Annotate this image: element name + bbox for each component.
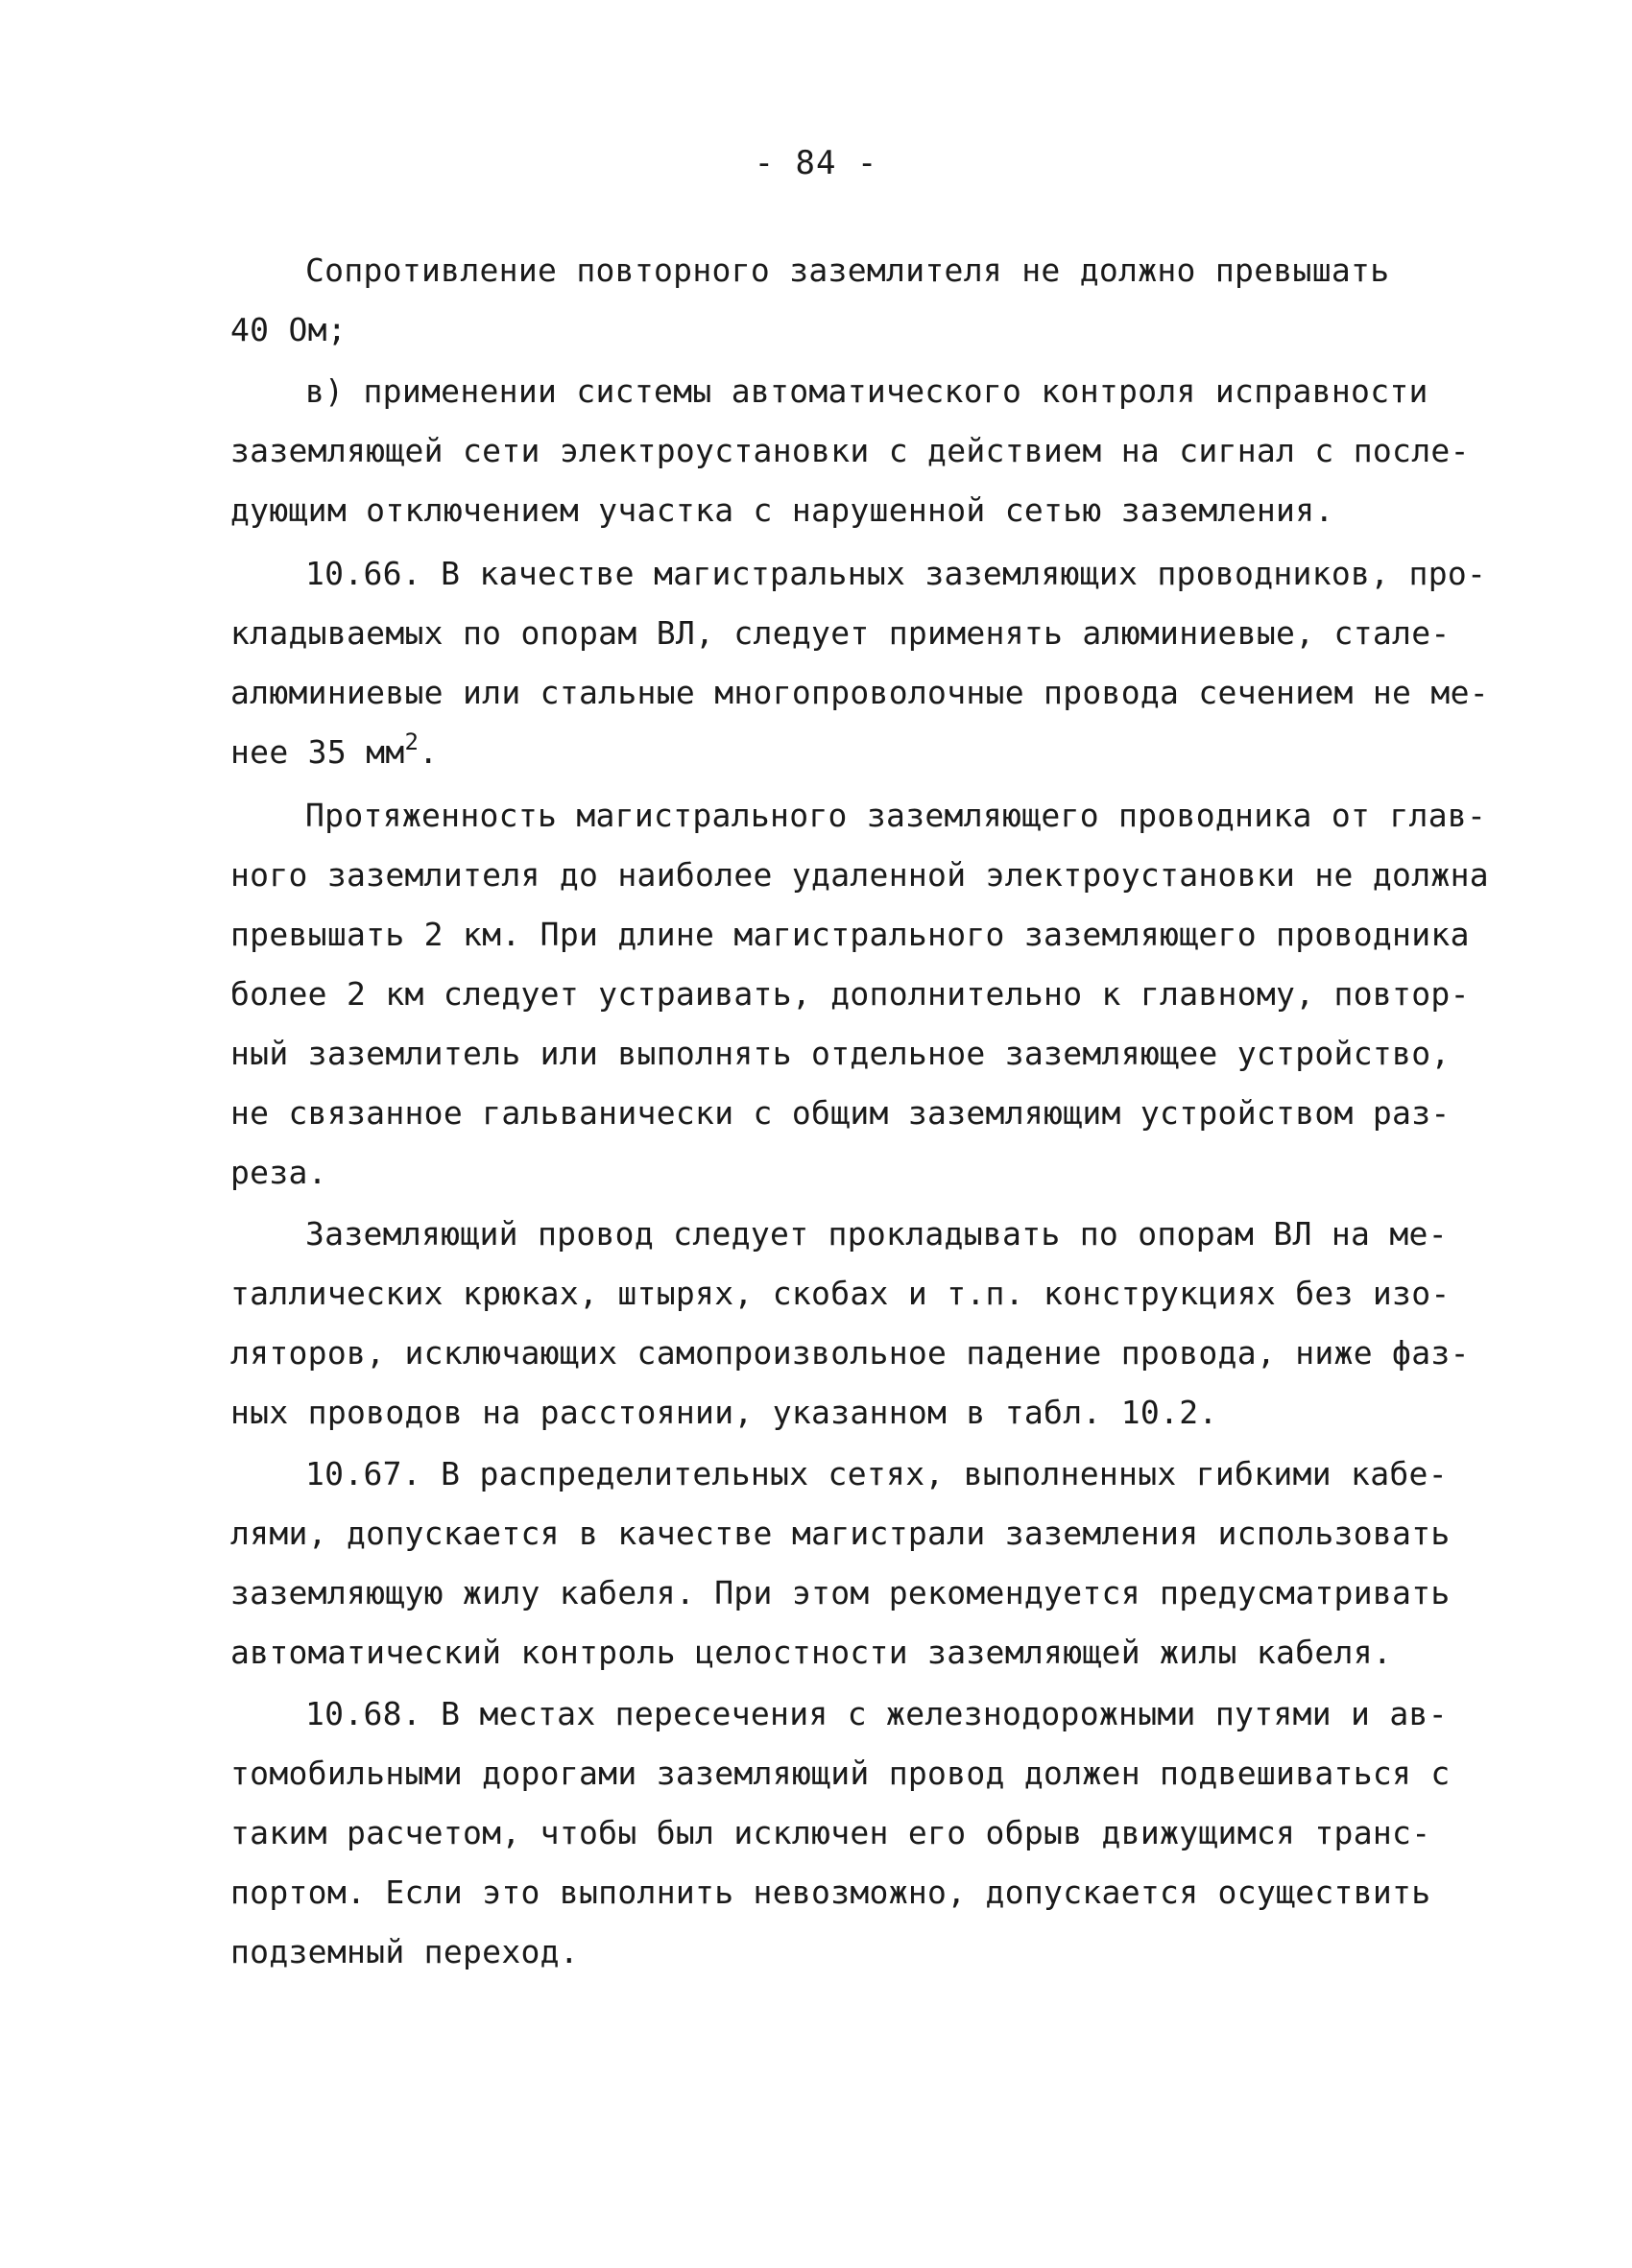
- paragraph-line: портом. Если это выполнить невозможно, допускается осуществить: [230, 1874, 1431, 1911]
- paragraph-line: лями, допускается в качестве магистрали заземления использовать: [230, 1515, 1451, 1552]
- line-text: нее 35 мм: [230, 733, 405, 771]
- paragraph-line: подземный переход.: [230, 1933, 580, 1970]
- paragraph-line: 40 Ом;: [230, 311, 348, 348]
- paragraph-line: алюминиевые или стальные многопроволочные провода сечением не ме-: [230, 674, 1489, 711]
- paragraph-line: 10.68. В местах пересечения с железнодорожными путями и ав-: [305, 1695, 1448, 1732]
- paragraph-line: дующим отключением участка с нарушенной сетью заземления.: [230, 491, 1334, 529]
- paragraph-line: не связанное гальванически с общим заземляющим устройством раз-: [230, 1094, 1451, 1132]
- paragraph-line: таллических крюках, штырях, скобах и т.п. конструкциях без изо-: [230, 1275, 1451, 1312]
- paragraph-line: 10.67. В распределительных сетях, выполненных гибкими кабе-: [305, 1455, 1448, 1492]
- paragraph-line: таким расчетом, чтобы был исключен его обрыв движущимся транс-: [230, 1814, 1431, 1851]
- paragraph-line-with-unit: [230, 728, 439, 772]
- paragraph-line: ного заземлителя до наиболее удаленной электроустановки не должна: [230, 856, 1489, 894]
- paragraph-line: кладываемых по опорам ВЛ, следует применять алюминиевые, стале-: [230, 614, 1451, 652]
- paragraph-line: Протяженность магистрального заземляющего проводника от глав-: [305, 797, 1487, 834]
- line-suffix: .: [419, 733, 439, 771]
- paragraph-line: превышать 2 км. При длине магистрального заземляющего проводника: [230, 916, 1470, 953]
- superscript-exponent: 2: [404, 728, 420, 755]
- paragraph-line: автоматический контроль целостности заземляющей жилы кабеля.: [230, 1634, 1393, 1671]
- paragraph-line: томобильными дорогами заземляющий провод должен подвешиваться с: [230, 1755, 1451, 1792]
- paragraph-line: Сопротивление повторного заземлителя не должно превышать: [305, 251, 1390, 289]
- paragraph-line: заземляющей сети электроустановки с действием на сигнал с после-: [230, 432, 1470, 469]
- paragraph-line: 10.66. В качестве магистральных заземляющих проводников, про-: [305, 555, 1487, 592]
- page-number: - 84 -: [754, 144, 878, 182]
- paragraph-line: ных проводов на расстоянии, указанном в табл. 10.2.: [230, 1394, 1218, 1431]
- paragraph-line: в) применении системы автоматического контроля исправности: [305, 372, 1428, 410]
- paragraph-line: Заземляющий провод следует прокладывать по опорам ВЛ на ме-: [305, 1215, 1448, 1253]
- paragraph-line: ный заземлитель или выполнять отдельное заземляющее устройство,: [230, 1035, 1451, 1072]
- paragraph-line: заземляющую жилу кабеля. При этом рекомендуется предусматривать: [230, 1574, 1451, 1611]
- paragraph-line: ляторов, исключающих самопроизвольное падение провода, ниже фаз-: [230, 1334, 1470, 1372]
- paragraph-line: более 2 км следует устраивать, дополнительно к главному, повтор-: [230, 975, 1470, 1013]
- paragraph-line: реза.: [230, 1154, 327, 1191]
